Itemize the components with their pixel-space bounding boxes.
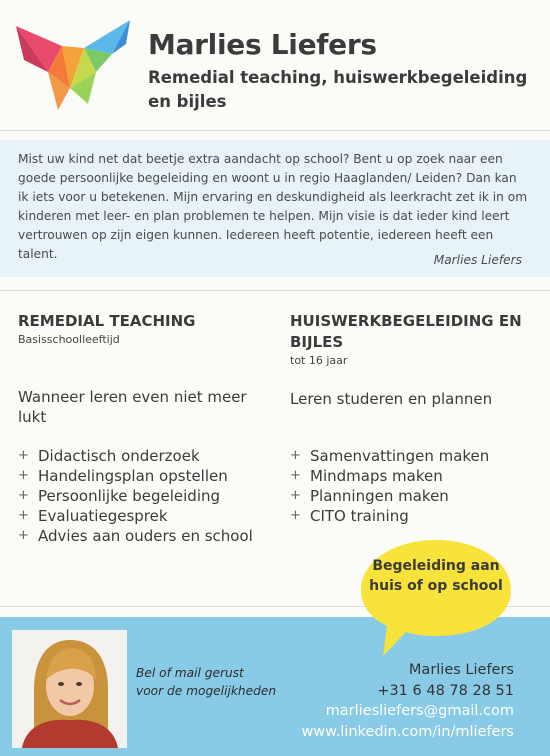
page-subtitle: Remedial teaching, huiswerkbegeleiding en bijles [148, 68, 528, 111]
contact-name: Marlies Liefers [408, 662, 514, 678]
list-item: + CITO training [290, 507, 409, 525]
list-item: + Planningen maken [290, 487, 449, 505]
remedial-subheading: Basisschoolleeftijd [18, 333, 120, 346]
list-item: + Samenvattingen maken [290, 447, 490, 465]
list-item: + Mindmaps maken [290, 467, 443, 485]
bubble-text: Begeleiding aan huis of op school [369, 558, 503, 594]
plus-icon: + [18, 468, 29, 483]
list-item: + Persoonlijke begeleiding [18, 487, 221, 505]
list-item: + Didactisch onderzoek [18, 447, 200, 465]
huiswerk-subheading: tot 16 jaar [290, 354, 348, 367]
plus-icon: + [18, 508, 29, 523]
list-item: + Advies aan ouders en school [18, 527, 253, 545]
plus-icon: + [18, 448, 29, 463]
list-item: + Evaluatiegesprek [18, 507, 168, 525]
call-to-action: Bel of mail gerust voor de mogelijkheden [136, 666, 277, 698]
list-item: + Handelingsplan opstellen [18, 467, 228, 485]
remedial-heading: REMEDIAL TEACHING [18, 312, 196, 330]
plus-icon: + [290, 508, 301, 523]
divider [0, 130, 550, 131]
contact-block [301, 660, 514, 742]
huiswerk-list [290, 446, 530, 526]
butterfly-logo [14, 8, 134, 116]
huiswerk-lead: Leren studeren en plannen [290, 390, 493, 408]
intro-signature: Marlies Liefers [433, 253, 522, 267]
plus-icon: + [290, 468, 301, 483]
portrait-photo [12, 630, 127, 748]
huiswerk-heading: HUISWERKBEGELEIDING EN BIJLES [290, 312, 522, 351]
plus-icon: + [18, 528, 29, 543]
email-link[interactable]: marliesliefers@gmail.com [325, 703, 514, 719]
plus-icon: + [290, 448, 301, 463]
divider [0, 290, 550, 291]
page-title: Marlies Liefers [148, 28, 377, 61]
phone-number[interactable]: +31 6 48 78 28 51 [377, 682, 514, 699]
remedial-list [18, 446, 278, 546]
plus-icon: + [18, 488, 29, 503]
speech-bubble [357, 536, 515, 660]
intro-text: Mist uw kind net dat beetje extra aandacht op school? Bent u op zoek naar een goede persoonlijke begeleiding en woont u in regio Haaglanden/ Leiden? Dan kan ik iets voor u betekenen. Mijn ervaring en deskundigheid als leerkracht zet ik in om kinderen met leer- en plan problemen te helpen. Mijn visie is dat ieder kind leert vertrouwen op zijn eigen kunnen. Iedereen heeft potentie, iedereen heeft een talent. [18, 152, 528, 261]
website-link[interactable]: www.linkedin.com/in/mliefers [301, 723, 514, 740]
remedial-lead: Wanneer leren even niet meer lukt [18, 388, 247, 426]
plus-icon: + [290, 488, 301, 503]
